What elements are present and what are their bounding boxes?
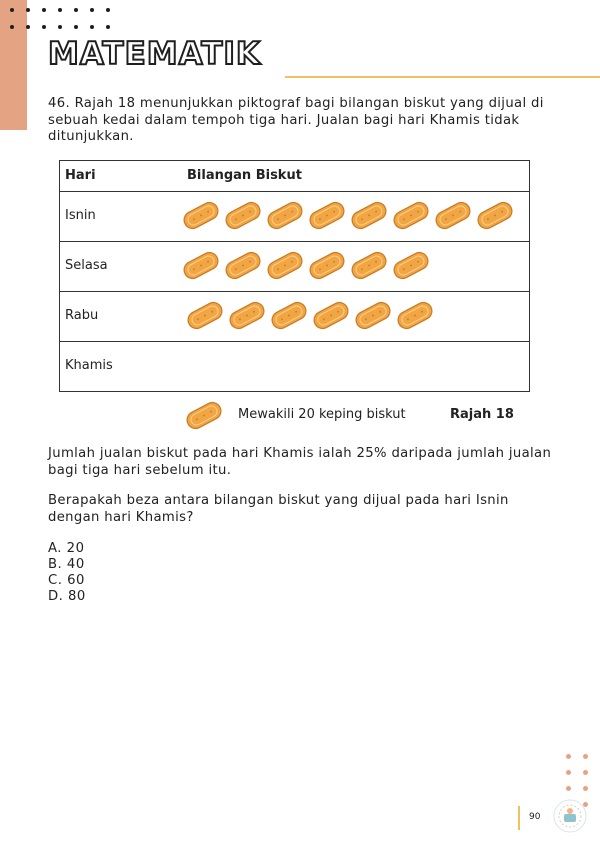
pictograph-row	[60, 192, 529, 242]
option-d[interactable]: D. 80	[48, 589, 86, 604]
column-header-day: Hari	[65, 168, 96, 183]
biscuit-icon	[349, 249, 389, 282]
biscuit-icon	[223, 199, 263, 232]
biscuit-icon	[433, 199, 473, 232]
question-intro: 46. Rajah 18 menunjukkan piktograf bagi bilangan biskut yang dijual di sebuah kedai dalam tempoh tiga hari. Jualan bagi hari Khamis tidak ditunjukkan.	[48, 96, 544, 144]
question-ask: Berapakah beza antara bilangan biskut yang dijual pada hari Isnin dengan hari Khamis?	[48, 493, 509, 525]
biscuit-icon	[269, 299, 309, 332]
biscuit-icon	[391, 199, 431, 232]
pictograph-key	[184, 399, 524, 432]
biscuit-icon	[181, 249, 221, 282]
row-day-label: Isnin	[65, 208, 96, 223]
question-info: Jumlah jualan biskut pada hari Khamis ialah 25% daripada jumlah jualan bagi tiga hari sebelum itu.	[48, 446, 552, 478]
biscuit-icon	[265, 249, 305, 282]
figure-label: Rajah 18	[450, 407, 514, 422]
biscuit-icon	[475, 199, 515, 232]
page-number-rule	[518, 806, 520, 830]
publisher-badge-icon	[552, 798, 588, 834]
biscuit-icon	[395, 299, 435, 332]
pictograph-row	[60, 292, 529, 342]
pictograph-row	[60, 342, 529, 391]
decorative-dots-top	[10, 8, 120, 38]
biscuit-icon	[185, 299, 225, 332]
key-label: Mewakili 20 keping biskut	[238, 407, 406, 422]
title-rule	[285, 76, 600, 78]
biscuit-icon	[349, 199, 389, 232]
pictograph-row	[60, 242, 529, 292]
row-day-label: Selasa	[65, 258, 108, 273]
pictograph-header-row	[60, 161, 529, 192]
page-number: 90	[529, 812, 541, 822]
row-day-label: Khamis	[65, 358, 113, 373]
biscuit-icon	[391, 249, 431, 282]
biscuit-icon	[307, 249, 347, 282]
answer-options	[48, 541, 86, 605]
biscuit-icon	[184, 399, 224, 432]
biscuit-icon	[181, 199, 221, 232]
biscuit-icon	[265, 199, 305, 232]
option-a[interactable]: A. 20	[48, 541, 85, 556]
row-day-label: Rabu	[65, 308, 99, 323]
option-c[interactable]: C. 60	[48, 573, 85, 588]
biscuit-icon	[307, 199, 347, 232]
pictograph-table	[59, 160, 530, 392]
biscuit-icon	[227, 299, 267, 332]
biscuit-icon	[311, 299, 351, 332]
option-b[interactable]: B. 40	[48, 557, 85, 572]
biscuit-icon	[223, 249, 263, 282]
column-header-count: Bilangan Biskut	[187, 168, 302, 183]
page-title: MATEMATIK	[48, 36, 261, 72]
biscuit-icon	[353, 299, 393, 332]
